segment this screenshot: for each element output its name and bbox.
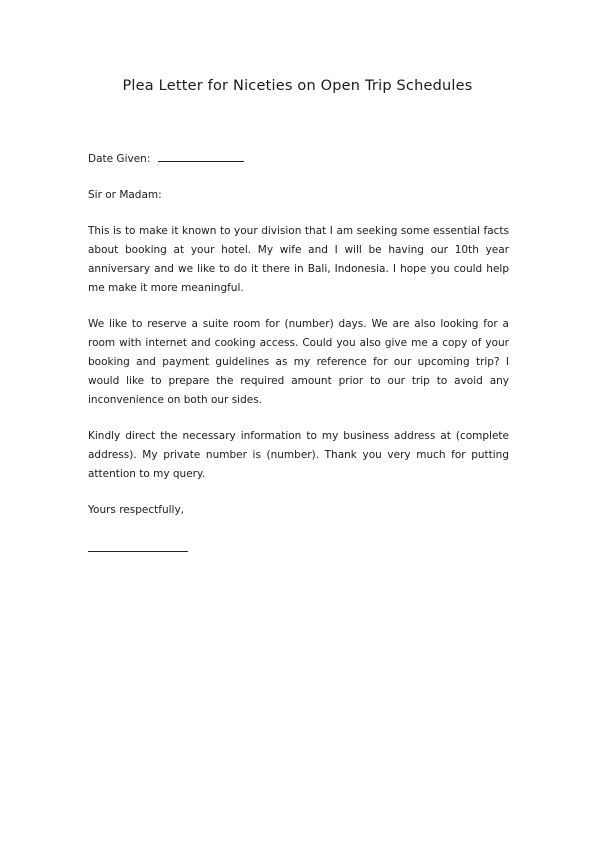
paragraph-3: Kindly direct the necessary information to my business address at (complete address). My private number is (number). Thank you very much for putting attention to my query. xyxy=(88,430,509,480)
date-blank-field xyxy=(158,151,244,162)
letter-body xyxy=(88,150,509,559)
paragraph-1: This is to make it known to your division that I am seeking some essential facts about booking at your hotel. My wife and I will be having our 10th year anniversary and we like to do it there in Bali, Indonesia. I hope you could help me make it more meaningful. xyxy=(88,225,509,294)
letter-title: Plea Letter for Niceties on Open Trip Schedules xyxy=(122,78,473,94)
date-label: Date Given: xyxy=(88,153,151,165)
signature-blank-field xyxy=(88,541,188,552)
salutation: Sir or Madam: xyxy=(88,189,162,201)
closing: Yours respectfully, xyxy=(88,504,184,516)
paragraph-2: We like to reserve a suite room for (number) days. We are also looking for a room with internet and cooking access. Could you also give me a copy of your booking and payment guidelines as my reference for our upcoming trip? I would like to prepare the required amount prior to our trip to avoid any inconvenience on both our sides. xyxy=(88,318,509,406)
date-line xyxy=(88,150,509,169)
